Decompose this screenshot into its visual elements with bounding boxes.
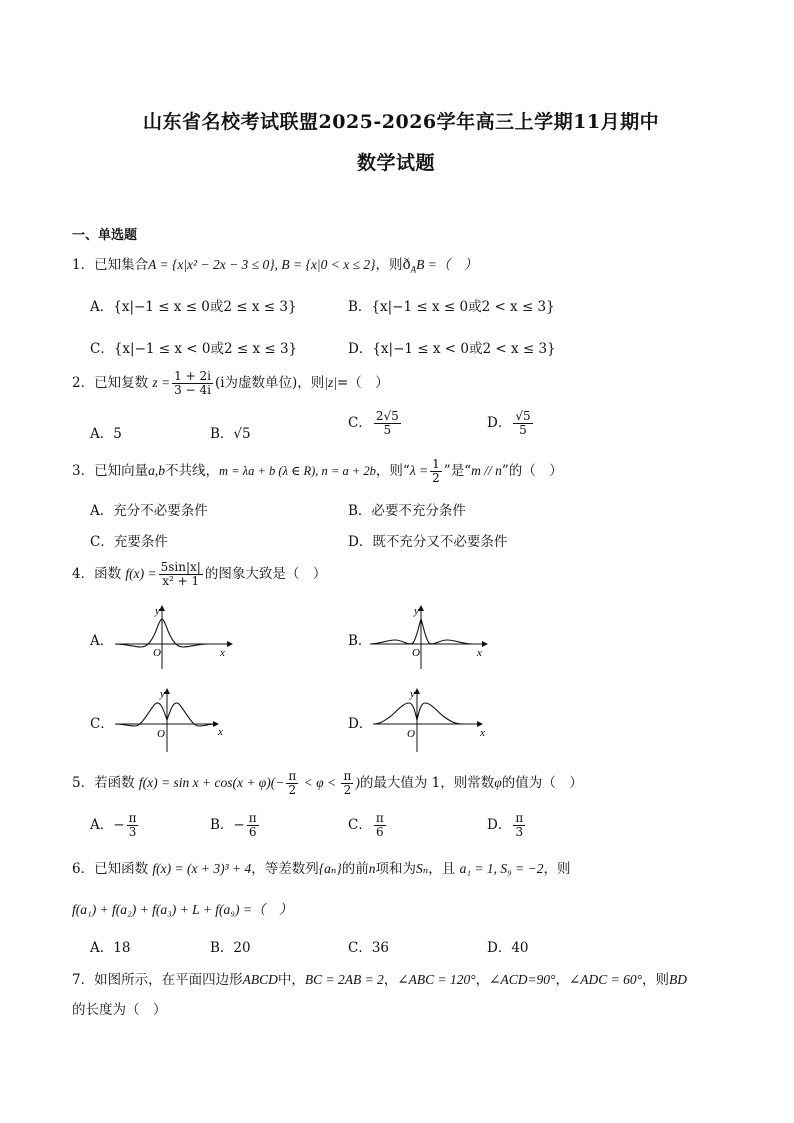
q7-sep3: ， — [555, 972, 569, 988]
q6-sum-line: f(a₁) + f(a₂) + f(a₃) + L + f(a₉) =（ ） — [72, 902, 293, 917]
q3-text-b: 不共线， — [164, 463, 219, 480]
q1-option-a[interactable]: A．{x|−1 ≤ x ≤ 0或2 ≤ x ≤ 3} — [90, 299, 297, 315]
q5-b-num: π — [248, 811, 257, 825]
q5-b-frac — [247, 812, 259, 839]
q5-d-den: 3 — [515, 825, 524, 840]
q4-text-a: 函数 — [94, 566, 122, 583]
q5-text-a: 若函数 — [94, 775, 135, 792]
q5-option-d-label: D． — [487, 817, 512, 834]
q1-number: 1． — [72, 257, 95, 273]
q4-option-a[interactable]: A． — [90, 633, 114, 649]
q6-option-b[interactable]: B．20 — [210, 940, 251, 956]
q4-option-c[interactable]: C． — [90, 716, 114, 732]
q3-parallel: m // n — [471, 463, 502, 479]
q5-option-b[interactable] — [210, 812, 261, 839]
q1-option-c[interactable]: C．{x|−1 ≤ x < 0或2 ≤ x ≤ 3} — [90, 341, 298, 357]
q3-text-d: ”是“ — [443, 463, 472, 480]
q6-option-d[interactable]: D．40 — [487, 940, 529, 956]
q5-option-a-label: A．− — [90, 817, 125, 834]
q5-option-a[interactable] — [90, 812, 140, 839]
q7-tail: ，则 — [642, 972, 670, 988]
q6-text-b: ，等差数列 — [251, 861, 319, 877]
q4-graph-a — [115, 603, 235, 669]
question-1-stem — [72, 253, 477, 275]
q5-option-b-label: B．− — [210, 817, 245, 834]
q5-option-d[interactable] — [487, 812, 527, 839]
q5-frac1-num: π — [288, 769, 297, 783]
q3-vectors: a,b — [148, 463, 165, 479]
question-4-stem — [72, 561, 326, 588]
q5-a-den: 3 — [128, 825, 137, 840]
q3-text-e: ”的（ ） — [501, 463, 563, 480]
q5-frac2-den: 2 — [343, 783, 352, 798]
q5-b-den: 6 — [248, 825, 257, 840]
q7-number: 7． — [72, 972, 95, 988]
q2-text-a: 已知复数 — [94, 375, 149, 392]
q7-text-mid: 中， — [277, 972, 305, 988]
q6-option-a[interactable]: A．18 — [90, 940, 131, 956]
q6-n: n — [368, 861, 376, 876]
q2-option-d-frac — [513, 410, 532, 437]
q3-text-c: ，则“ — [375, 463, 410, 480]
q1-complement-symbol: ð — [402, 257, 411, 273]
q1-text-c: B =（ ） — [416, 257, 478, 272]
q4-d-x-label: x — [480, 727, 485, 739]
q3-option-c[interactable]: C．充要条件 — [90, 534, 168, 550]
q5-phi: φ — [494, 775, 502, 791]
q3-option-b[interactable]: B．必要不充分条件 — [348, 503, 466, 519]
q7-line2: 的长度为（ ） — [72, 1002, 167, 1018]
q2-option-a[interactable]: A．5 — [90, 426, 122, 442]
q2-option-c-frac — [374, 410, 401, 437]
q2-absz: |z| — [324, 375, 337, 391]
q1-option-b[interactable]: B．{x|−1 ≤ x ≤ 0或2 < x ≤ 3} — [348, 299, 555, 315]
q5-d-frac — [513, 812, 525, 839]
q2-number: 2． — [72, 375, 95, 392]
q5-frac2-num: π — [343, 769, 352, 783]
q2-option-d[interactable] — [487, 410, 535, 437]
q5-c-den: 6 — [375, 825, 384, 840]
q5-a-num: π — [128, 811, 137, 825]
q2-d-den: 5 — [519, 423, 527, 438]
q5-f-expr: f(x) = sin x + cos(x + φ)(− — [138, 775, 285, 791]
q3-m-expr: m = λa + b (λ ∈ R), n = a + 2b — [218, 464, 376, 479]
q5-text-c: 的值为（ ） — [501, 775, 583, 792]
q4-text-b: 的图象大致是（ ） — [204, 566, 327, 583]
q3-lambda: λ = — [409, 463, 429, 479]
q5-text-b: 的最大值为 1，则常数 — [359, 775, 495, 792]
q3-frac-den: 2 — [432, 471, 440, 486]
section-heading: 一、单选题 — [72, 228, 138, 243]
q3-fraction — [430, 458, 442, 485]
q6-text-f: ，则 — [543, 861, 571, 877]
q4-frac-den: x² + 1 — [162, 574, 200, 589]
q3-frac-num: 1 — [432, 457, 440, 471]
q3-option-d[interactable]: D．既不充分又不必要条件 — [348, 534, 508, 550]
q1-option-d[interactable]: D．{x|−1 ≤ x < 0或2 < x ≤ 3} — [348, 341, 556, 357]
q2-fraction — [172, 370, 213, 397]
q4-graph-c — [115, 686, 235, 752]
q4-graph-b — [370, 603, 490, 669]
q4-option-d[interactable]: D． — [348, 716, 373, 732]
exam-subtitle: 数学试题 — [357, 152, 436, 174]
q3-number: 3． — [72, 463, 95, 480]
q4-number: 4． — [72, 566, 95, 583]
q5-close: ) — [355, 775, 360, 791]
q4-graph-d — [373, 686, 493, 752]
q4-option-b[interactable]: B． — [348, 633, 372, 649]
question-3-stem — [72, 458, 563, 485]
q5-number: 5． — [72, 775, 95, 792]
q7-sep1: ， — [383, 972, 398, 988]
q4-d-y-label: y — [410, 688, 415, 700]
q6-text-d: 项和为 — [375, 861, 417, 877]
q1-text-b: ，则 — [375, 257, 403, 273]
q2-option-b[interactable]: B．√5 — [210, 426, 251, 442]
q4-a-origin: O — [153, 647, 161, 659]
q6-seq: {aₙ} — [318, 861, 342, 876]
q2-c-den: 5 — [383, 423, 392, 438]
q6-cond: a₁ = 1, S₉ = −2 — [459, 861, 544, 876]
q2-c-num: 2√5 — [375, 409, 399, 423]
q4-b-origin: O — [412, 647, 420, 659]
q7-text-a: 如图所示，在平面四边形 — [94, 972, 243, 988]
q7-abcd: ABCD — [242, 972, 278, 987]
question-6-stem — [72, 857, 571, 877]
q4-a-x-label: x — [220, 647, 225, 659]
q1-set-a: A = {x|x² − 2x − 3 ≤ 0} — [148, 257, 275, 272]
q1-set-b: , B = {x|0 < x ≤ 2} — [274, 257, 376, 272]
q7-cond2: ∠ABC = 120° — [397, 972, 476, 987]
q2-text-c: =（ ） — [336, 375, 389, 392]
q6-sn: Sₙ — [416, 861, 429, 876]
q7-cond1: BC = 2AB = 2 — [304, 972, 384, 987]
q4-a-y-label: y — [155, 605, 160, 617]
q3-option-a[interactable]: A．充分不必要条件 — [90, 503, 208, 519]
q5-c-frac — [374, 812, 386, 839]
question-5-stem — [72, 770, 583, 797]
q5-option-c-label: C． — [348, 817, 372, 834]
q7-cond3: ∠ACD=90° — [489, 972, 556, 987]
q4-d-origin: O — [407, 728, 415, 740]
q4-b-y-label: y — [414, 605, 419, 617]
q5-frac1-den: 2 — [288, 783, 297, 798]
q7-cond4: ∠ADC = 60° — [568, 972, 643, 987]
q2-text-b: (i为虚数单位)，则 — [214, 375, 325, 392]
q4-c-x-label: x — [218, 726, 223, 738]
q7-sep2: ， — [475, 972, 490, 988]
q6-text-a: 已知函数 — [94, 861, 149, 877]
q2-z: z = — [152, 375, 171, 391]
q1-text-a: 已知集合 — [94, 257, 149, 273]
q5-d-num: π — [515, 811, 524, 825]
q2-frac-den: 3 − 4i — [174, 383, 211, 398]
exam-title: 山东省名校考试联盟2025-2026学年高三上学期11月期中 — [143, 111, 660, 133]
q1-complement-sub: A — [410, 264, 417, 275]
q6-text-e: ，且 — [428, 861, 456, 877]
q2-d-num: √5 — [515, 409, 531, 423]
q5-option-c[interactable] — [348, 812, 388, 839]
q4-fraction — [159, 561, 203, 588]
question-2-stem — [72, 370, 389, 397]
q4-c-y-label: y — [160, 688, 165, 700]
q5-frac-1 — [286, 770, 298, 797]
q4-c-origin: O — [157, 728, 165, 740]
q5-frac-2 — [341, 770, 353, 797]
q5-a-frac — [127, 812, 139, 839]
q5-mid: < φ < — [300, 775, 340, 791]
q7-bd: BD — [669, 972, 688, 987]
q3-text-a: 已知向量 — [94, 463, 149, 480]
q2-option-d-label: D． — [487, 415, 512, 432]
q2-option-c-label: C． — [348, 415, 372, 432]
q4-b-x-label: x — [477, 647, 482, 659]
q6-number: 6． — [72, 861, 95, 877]
q5-c-num: π — [375, 811, 384, 825]
q2-option-c[interactable] — [348, 410, 403, 437]
q4-f: f(x) = — [125, 566, 157, 582]
question-7-stem — [72, 968, 687, 988]
q2-frac-num: 1 + 2i — [174, 369, 211, 383]
q6-f-expr: f(x) = (x + 3)³ + 4 — [152, 861, 252, 876]
q6-option-c[interactable]: C．36 — [348, 940, 390, 956]
q6-text-c: 的前 — [341, 861, 369, 877]
q4-frac-num: 5sin|x| — [160, 560, 201, 574]
